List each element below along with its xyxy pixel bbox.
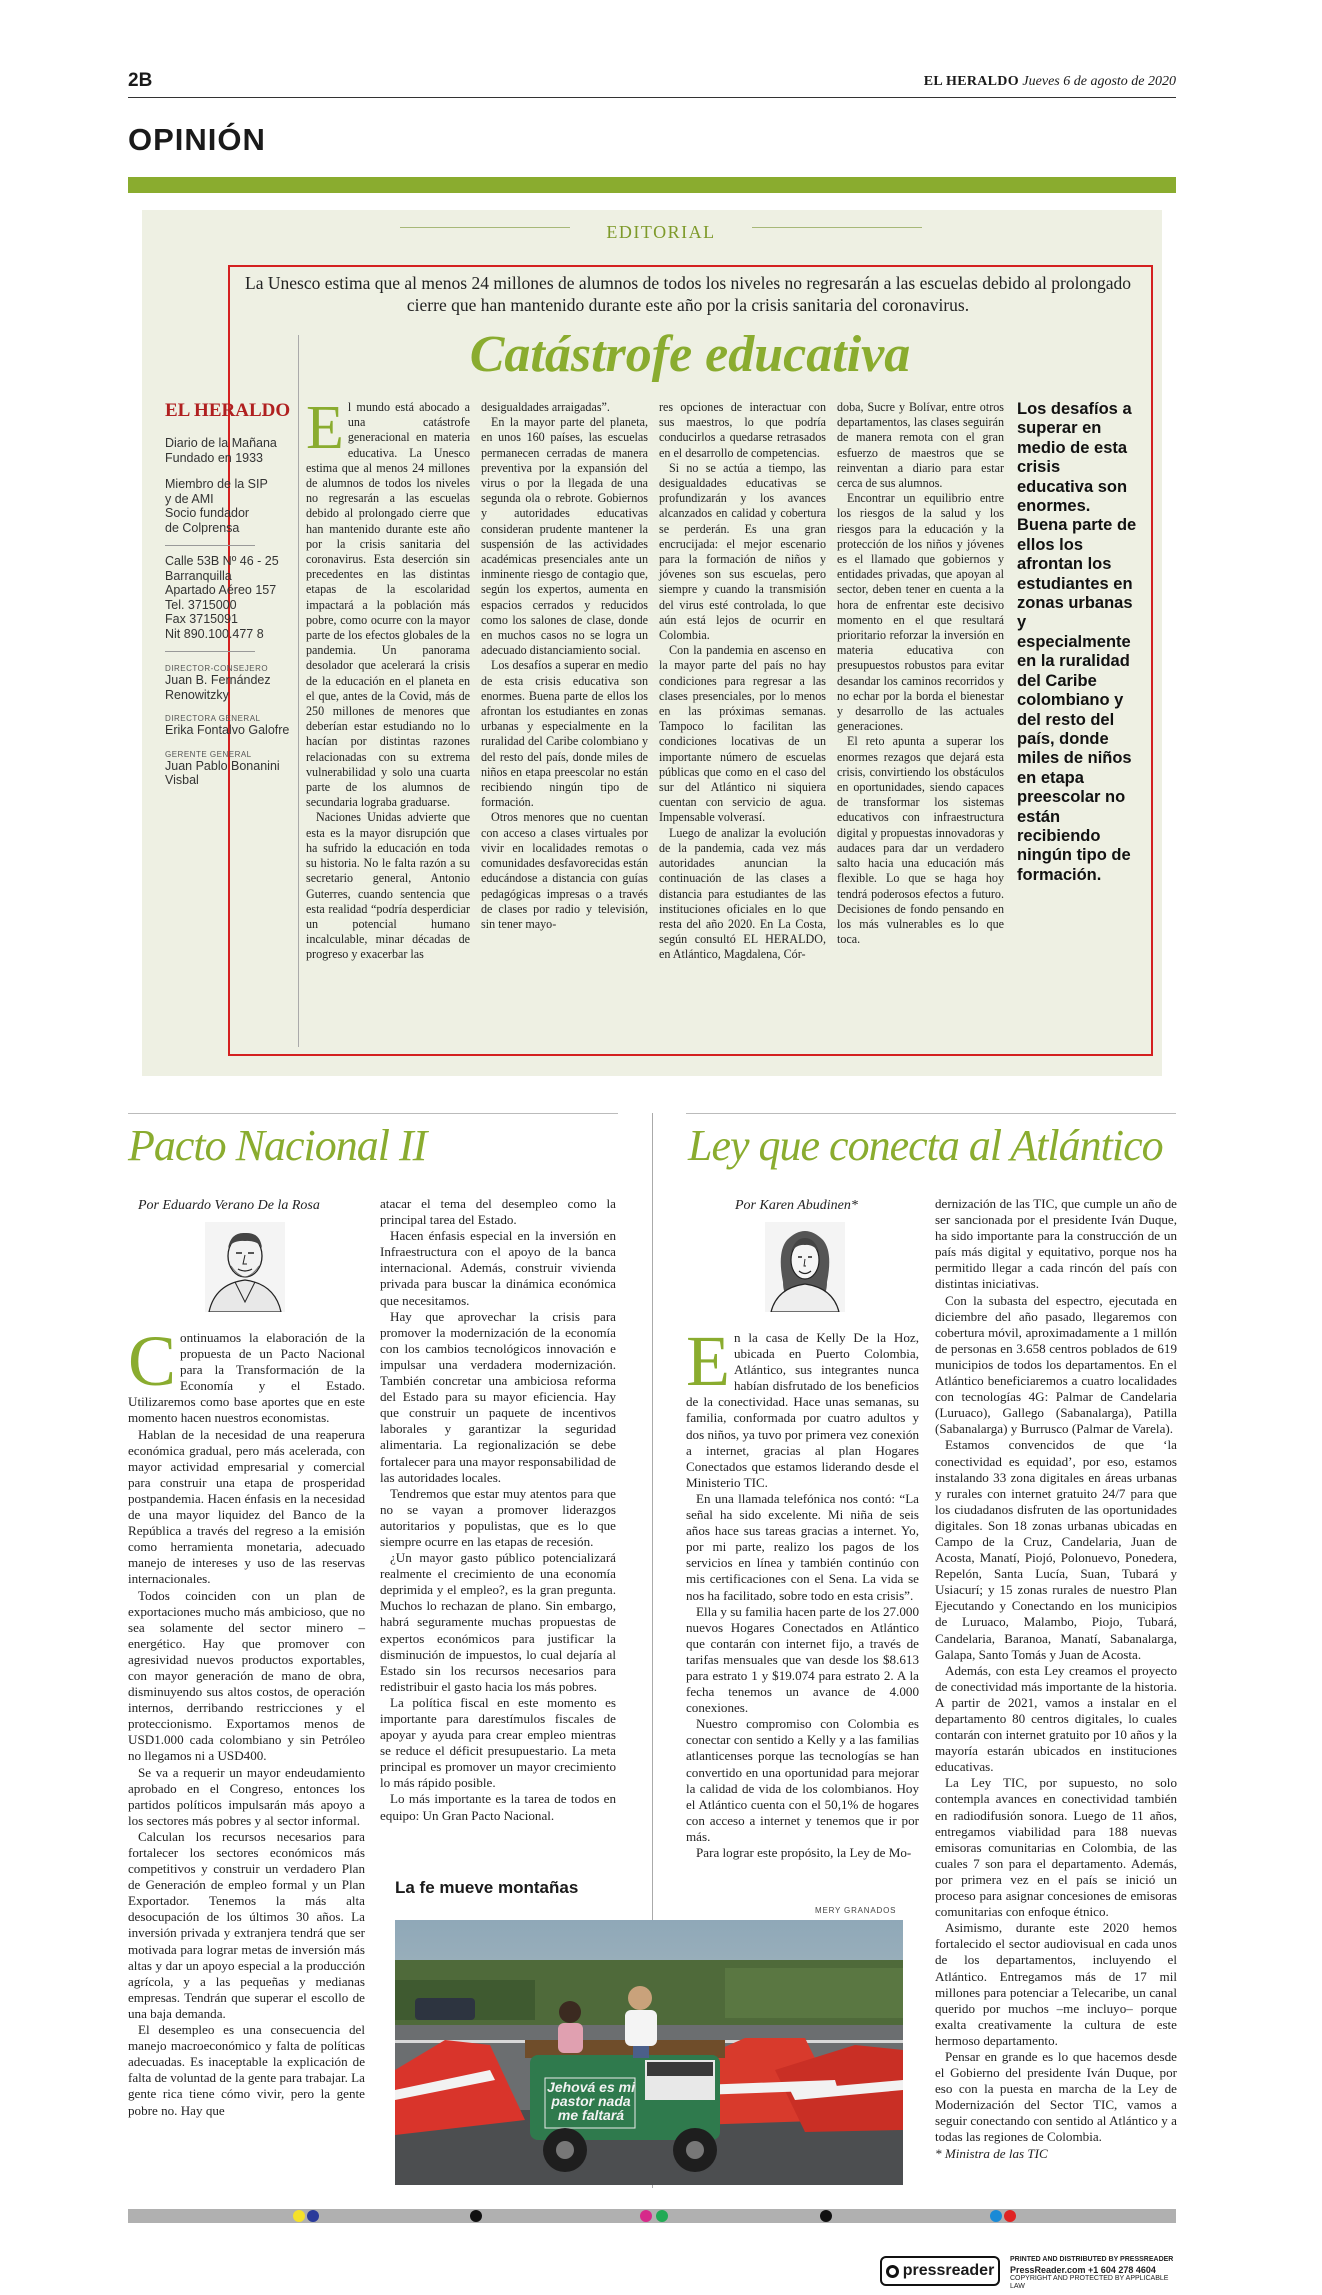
pressreader-notice bbox=[1010, 2256, 1176, 2292]
masthead-line: Calle 53B Nº 46 - 25 bbox=[165, 554, 279, 568]
paragraph: Encontrar un equilibrio entre los riesgos de la salud y los riesgos para la educación y la protección de los niños y jóvenes es el llamado que gobiernos y entidades privadas, que apoyan al sector, deben tener en cuenta a la hora de enfrentar este decisivo momento en el que resultará prioritario reforzar la inversión en materia educativa con presupuestos robustos para evitar desandar los caminos recorridos y no echar por la borda el bienestar y desarrollo de las actuales generaciones. bbox=[837, 491, 1004, 734]
paragraph: dernización de las TIC, que cumple un año de ser sancionada por el presidente Iván Duque, ha sido importante para la construcción de un país más digital y equitativo, porque nos ha permitido llegar a cada rincón del país con distintas iniciativas. bbox=[935, 1196, 1177, 1292]
editorial-title: Catástrofe educativa bbox=[469, 326, 911, 383]
paragraph-text: l mundo está abocado a una catástrofe generacional en materia educativa. La Unesco estima que al menos 24 millones de alumnos de todos los niveles no regresarán a las escuelas debido al prolongado cierre que han mantenido durante este año por la crisis sanitaria del coronavirus. Esta deserción sin precedentes en las distintas etapas de la escolaridad impactará a la población más pobre, como ocurre con la mayor parte de los efectos globales de la pandemia. Un panorama desolador que acelerará la crisis de la educación en el planeta en el que, antes de la Covid, más de 250 millones de menores que deberían estar estudiando no lo hacían por distintas razones relacionadas con su extrema vulnerabilidad y solo una cuarta parte de los alumnos de secundaria lograba graduarse. bbox=[306, 400, 470, 810]
paragraph: Luego de analizar la evolución de la pandemia, cada vez más autoridades anuncian la continuación de las clases a distancia para estudiantes de las instituciones oficiales en lo que resta del año 2020. En La Costa, según consultó EL HERALDO, en Atlántico, Magdalena, Cór- bbox=[659, 825, 826, 962]
masthead-line: Miembro de la SIP bbox=[165, 477, 268, 491]
registration-dot bbox=[1004, 2210, 1016, 2222]
paragraph: Para lograr este propósito, la Ley de Mo- bbox=[696, 1845, 912, 1860]
masthead-line: Apartado Aéreo 157 bbox=[165, 583, 277, 597]
paragraph: Además, con esta Ley creamos el proyecto de conectividad más importante de la historia. A partir de 2021, vamos a instalar en el departamento 80 centros digitales, lo cuales contarán con internet gratuito por 10 años y la mayoría estarán ubicados en instituciones educativas. bbox=[935, 1662, 1177, 1775]
editorial-lead: La Unesco estima que al menos 24 millones de alumnos de todos los niveles no regresarán a las escuelas debido al prolongado cierre que han mantenido durante este año por la crisis sanitaria del coronavirus. bbox=[245, 273, 1131, 315]
paragraph: La Ley TIC, por supuesto, no solo contempla avances en conectividad también en radiodifusión sonora. Luego de 11 años, entregamos viabilidad para 188 nuevas emisoras comunitarias en Colombia, de las cuales 7 son para el departamento. Además, por primera vez en el país se inició un proceso para asignar concesiones de emisoras comunitarias con enfoque étnico. bbox=[935, 1775, 1177, 1920]
paragraph: El desempleo es una consecuencia del manejo macroeconómico y falta de políticas adecuadas. Es inaceptable la explicación de falta de voluntad de la gente para trabajar. La gente rica tiene cómo vivir, pero la gente pobre no. Hay que bbox=[128, 2022, 365, 2118]
registration-dot bbox=[470, 2210, 482, 2222]
cart-sign: Jehová es mi pastor nada me faltará bbox=[547, 2079, 635, 2123]
masthead-line: Fax 3715091 bbox=[165, 612, 238, 626]
paragraph: Asimismo, durante este 2020 hemos fortalecido el sector audiovisual en cada unos de los departamentos, incluyendo el Atlántico. Entregamos más de 17 mil millones para potenciar a Telecaribe, un canal querido por muchos –me incluyo– porque exalta creativamente la cultura de este hermoso departamento. bbox=[935, 1920, 1177, 2048]
editorial-column-3 bbox=[659, 400, 826, 963]
masthead-line: Socio fundador bbox=[165, 506, 250, 520]
column-right-text-2 bbox=[935, 1196, 1177, 2162]
section-title: OPINIÓN bbox=[128, 122, 266, 157]
masthead bbox=[165, 400, 293, 788]
director-label: DIRECTOR-CONSEJERO bbox=[165, 664, 269, 673]
paragraph: Con la subasta del espectro, ejecutada en diciembre del año pasado, llegaremos con cobertura móvil, aproximadamente a 1 millón de personas en 3.658 centros poblados de 619 municipios de todos los departamentos. En el Atlántico beneficiaremos a cuatro localidades con tecnologías 4G: Palmar de Candelaria (Luruaco), Gallego (Sabanalarga), Patilla (Sabanalarga) y Burrusco (Palmar de Varela). bbox=[935, 1292, 1177, 1437]
paragraph: Otros menores que no cuentan con acceso a clases virtuales por vivir en localidades remotas o comunidades desfavorecidas están educándose a distancia con guías pedagógicas impresas o a través de clases por radio y televisión, sin tener mayo- bbox=[481, 810, 648, 931]
masthead-line: Fundado en 1933 bbox=[165, 450, 264, 465]
pressreader-logo[interactable] bbox=[880, 2256, 1000, 2286]
top-rule-left bbox=[128, 1113, 618, 1114]
paragraph: Ella y su familia hacen parte de los 27.000 nuevos Hogares Conectados en Atlántico que contarán con internet fijo, a través de tarifas mensuales que van desde los $8.613 para estrato 1 y $19.074 para estrato 2. A la fecha tenemos un avance de 4.000 conexiones. bbox=[686, 1603, 919, 1716]
column-left-text-2 bbox=[380, 1196, 616, 1824]
page-number: 2B bbox=[128, 70, 153, 91]
pressreader-icon bbox=[886, 2265, 899, 2278]
paragraph: desigualdades arraigadas”. bbox=[481, 400, 610, 414]
photo-illustration bbox=[395, 1920, 903, 2185]
column-left-byline: Por Eduardo Verano De la Rosa bbox=[138, 1198, 320, 1213]
notice-line: PRINTED AND DISTRIBUTED BY PRESSREADER bbox=[1010, 2256, 1174, 2263]
drop-cap: E bbox=[686, 1321, 730, 1401]
header-rule bbox=[128, 97, 1176, 98]
column-right-text-1 bbox=[686, 1321, 919, 1861]
section-bar bbox=[128, 177, 1176, 193]
paragraph: doba, Sucre y Bolívar, entre otros departamentos, las clases seguirán de manera remota con el gran esfuerzo de maestros que se reinventan a diario para estar cerca de sus alumnos. bbox=[837, 400, 1004, 491]
news-photo bbox=[395, 1920, 903, 2185]
notice-line: COPYRIGHT AND PROTECTED BY APPLICABLE LAW bbox=[1010, 2274, 1169, 2290]
masthead-line: Barranquilla bbox=[165, 568, 232, 583]
pull-quote: Los desafíos a superar en medio de esta crisis educativa son enormes. Buena parte de ellos los afrontan los estudiantes en zonas urbanas y especialmente en la ruralidad del Caribe colombiano y del resto del país, donde miles de niños en etapa preescolar no están recibiendo ningún tipo de formación. bbox=[1017, 400, 1137, 884]
column-left-text-1 bbox=[128, 1321, 365, 2119]
paragraph: En la mayor parte del planeta, en unos 160 países, las escuelas permanecen cerradas de manera preventiva por la expansión del virus o por la llegada de una segunda ola o rebrote. Gobiernos y autoridades educativas consideran prudente mantener la suspensión de las actividades académicas presenciales ante un inminente riesgo de contagio que, según los expertos, aumenta en espacios cerrados y reducidos como los salones de clase, donde en muchos casos no se logra un adecuado distanciamiento social. bbox=[481, 415, 648, 658]
paragraph bbox=[128, 1321, 365, 1427]
paragraph: El reto apunta a superar los enormes rezagos que dejará esta crisis, convirtiendo los obstáculos en oportunidades, siendo capaces de transformar los sistemas educativos con infraestructura digital y propuestas innovadoras y audaces para dar un verdadero salto hacia una educación más flexible. Lo que se haga hoy tendrá poderosos efectos a futuro. Decisiones de fondo pensando en los más vulnerables es lo que toca. bbox=[837, 734, 1004, 947]
registration-dot bbox=[307, 2210, 319, 2222]
registration-dot bbox=[293, 2210, 305, 2222]
paragraph: Lo más importante es la tarea de todos en equipo: Un Gran Pacto Nacional. bbox=[380, 1791, 616, 1823]
paragraph: Hay que aprovechar la crisis para promover la modernización de la economía con los cambios tecnológicos innovación e impulsar una verdadera modernización. También concretar una ambiciosa reforma del Estado para su mayor eficiencia. Hay que construir un paquete de incentivos laborales y garantizar la seguridad alimentaria. La regionalización se debe fortalecer para una mayor responsabilidad de las autoridades locales. bbox=[380, 1308, 616, 1485]
masthead-line: y de AMI bbox=[165, 491, 214, 506]
author-portrait-abudinen bbox=[765, 1222, 845, 1312]
column-left-title: Pacto Nacional II bbox=[128, 1121, 427, 1170]
manager-name: Erika Fontalvo Galofre bbox=[165, 723, 290, 737]
masthead-divider bbox=[165, 545, 255, 546]
paragraph: Calculan los recursos necesarios para fortalecer los sectores económicos más competitivos y construir un verdadero Plan de Generación de empleo formal y un Plan Exportador. Tenemos la más alta desocupación de los últimos 30 años. La inversión privada y extranjera tendrá que ser motivada para lograr metas de inversión más altas y dar un apoyo especial a la producción agrícola, y a las pequeñas y medianas empresas. Tendrán que superar el escollo de una baja demanda. bbox=[128, 1828, 365, 2021]
footnote: * Ministra de las TIC bbox=[935, 2145, 1048, 2161]
issue-date: Jueves 6 de agosto de 2020 bbox=[1022, 74, 1176, 89]
masthead-brand: EL HERALDO bbox=[165, 400, 291, 421]
masthead-line: Diario de la Mañana bbox=[165, 436, 277, 450]
paragraph: Hacen énfasis especial en la inversión en Infraestructura con el apoyo de la banca internacional. Además, construir vivienda privada para buscar la dinámica económica que necesitamos. bbox=[380, 1228, 616, 1308]
editorial-column-2 bbox=[481, 400, 648, 932]
notice-line: PressReader.com +1 604 278 4604 bbox=[1010, 2264, 1156, 2275]
paragraph: Pensar en grande es lo que hacemos desde el Gobierno del presidente Iván Duque, por eso con la puesta en marcha de la Ley de Modernización del Sector TIC, vamos a seguir conectando con sentido al Atlántico y a todas las regiones de Colombia. bbox=[935, 2048, 1177, 2145]
editorial-label: EDITORIAL bbox=[606, 222, 716, 242]
paragraph: La política fiscal en este momento es importante para darestímulos fiscales de apoyar y ayuda para crear empleo mientras se reduce el déficit presupuestario. La meta principal es promover un mayor crecimiento lo más rápido posible. bbox=[380, 1694, 616, 1791]
drop-cap: C bbox=[128, 1321, 177, 1401]
paragraph: ¿Un mayor gasto público potencializará realmente el crecimiento de una economía deprimida y el empleo?, es la gran pregunta. Muchos lo rechazan de plano. Sin embargo, habrá seguramente muchas propuestas de expertos económicos para justificar la disminución de impuestos, lo cual dejaría al Estado sin los recursos necesarios para redistribuir el gasto hacia los más pobres. bbox=[380, 1550, 616, 1694]
paragraph: Si no se actúa a tiempo, las desigualdades educativas se profundizarán y los avances alcanzados en calidad y cobertura se perderán. Es una gran encrucijada: el mejor escenario para la formación de niños y jóvenes son sus escuelas, pero siempre y cuando la transmisión del virus esté controlada, lo que aún está lejos de ocurrir en Colombia. bbox=[659, 460, 826, 643]
paragraph: Hablan de la necesidad de una reaperura económica gradual, pero más acelerada, con mayor actividad empresarial y comercial para construir una etapa de prosperidad postpandemia. Hacen énfasis en la necesidad de una mayor liquidez del Banco de la República a través del regreso a la emisión como herramienta monetaria, adecuado manejo de intereses y uso de las reservas internacionales. bbox=[128, 1426, 365, 1587]
footer-color-bar bbox=[128, 2209, 1176, 2223]
paragraph: Con la pandemia en ascenso en la mayor parte del país no hay condiciones para regresar a las clases presenciales, por lo menos en las próximas semanas. Tampoco lo facilitan las condiciones locativas de un importante número de escuelas públicas que como en el caso del sur del Atlántico ni siquiera cuentan con servicio de agua. Impensable volverasí. bbox=[659, 643, 826, 825]
paragraph: atacar el tema del desempleo como la principal tarea del Estado. bbox=[380, 1196, 616, 1228]
paragraph: En una llamada telefónica nos contó: “La señal ha sido excelente. Mi niña de seis años hace sus tareas gracias a internet. Yo, por mi parte, realizo los pagos de los servicios en línea y también continúo con mis certificaciones con el Sena. La vida se nos ha facilitado, sobre todo en esta crisis”. bbox=[686, 1490, 919, 1603]
paragraph: Estamos convencidos de que ‘la conectividad es equidad’, por eso, estamos instalando 33 zona digitales en áreas urbanas y rurales con internet gratuito 24/7 para que los ciudadanos disfruten de las oportunidades digitales. Son 18 zonas urbanas ubicadas en Campo de la Cruz, Candelaria, Juan de Acosta, Manatí, Piojó, Polonuevo, Ponedera, Repelón, Santa Lucía, Suan, Tubará y Usiacurí; y 15 zonas rurales de nuestro Plan Ejecutando y Conectando en los municipios de Luruaco, Malambo, Piojo, Tubará, Candelaria, Baranoa, Manatí, Sabanalarga, Galapa, Santo Tomás y Juan de Acosta. bbox=[935, 1437, 1177, 1662]
paragraph-text: n la casa de Kelly De la Hoz, ubicada en Puerto Colombia, Atlántico, sus integrantes nunca habían disfrutado de los beneficios de la conectividad. Hace unas semanas, su familia, conformada por cuatro adultos y dos niños, ya tuvo por primera vez conexión a internet, gracias al plan Hogares Conectados que estamos liderando desde el Ministerio TIC. bbox=[686, 1330, 919, 1490]
director-name: Juan B. Fernández Renowitzky bbox=[165, 673, 271, 702]
photo-title: La fe mueve montañas bbox=[395, 1878, 579, 1897]
page-header-info bbox=[924, 74, 1176, 90]
masthead-line: de Colprensa bbox=[165, 520, 240, 535]
registration-dot bbox=[640, 2210, 652, 2222]
newspaper-name: EL HERALDO bbox=[923, 74, 1019, 89]
paragraph bbox=[306, 394, 470, 810]
masthead-divider bbox=[165, 651, 255, 652]
drop-cap: E bbox=[306, 394, 344, 462]
editor-label: GERENTE GENERAL bbox=[165, 749, 252, 759]
photo-credit: MERY GRANADOS bbox=[815, 1906, 897, 1915]
column-right-byline: Por Karen Abudinen* bbox=[735, 1198, 858, 1213]
masthead-line: Nit 890.100.477 8 bbox=[165, 626, 264, 641]
paragraph: Todos coinciden con un plan de exportaciones mucho más ambicioso, que no sea solamente del sector minero – energético. Hay que promover con agresividad nuevos productos exportables, con mayor generación de mano de obra, disminuyendo sus altos costos, de operación internos, derribando restricciones y el proteccionismo. Exportamos menos de USD1.000 cada colombiano y sin Petróleo no llegamos ni a USD400. bbox=[128, 1587, 365, 1764]
paragraph bbox=[686, 1321, 919, 1491]
author-portrait-verano bbox=[205, 1222, 285, 1312]
paragraph: Nuestro compromiso con Colombia es conectar con sentido a Kelly y a las familias atlanticenses porque las tecnologías se han convertido en una oportunidad para mejorar la calidad de vida de los colombianos. Hoy el Atlántico cuenta con el 50,1% de hogares con acceso a internet y tenemos que ir por más. bbox=[686, 1716, 919, 1844]
masthead-line: Tel. 3715000 bbox=[165, 597, 237, 612]
paragraph: Se va a requerir un mayor endeudamiento aprobado en el Congreso, entonces los partidos políticos impulsarán más apoyo a los sectores más pobres y al sector informal. bbox=[128, 1764, 365, 1828]
registration-dot bbox=[656, 2210, 668, 2222]
editorial-column-1 bbox=[306, 394, 470, 963]
registration-dot bbox=[820, 2210, 832, 2222]
manager-label: DIRECTORA GENERAL bbox=[165, 714, 261, 723]
paragraph: Los desafíos a superar en medio de esta crisis educativa son enormes. Buena parte de ellos los afrontan los estudiantes en zonas urbanas y especialmente en la ruralidad del Caribe colombiano y del resto del país, donde miles de niños en etapa preescolar no están recibiendo ningún tipo de formación. bbox=[481, 658, 648, 810]
top-rule-right bbox=[686, 1113, 1176, 1114]
column-divider bbox=[298, 335, 299, 1047]
column-right-title: Ley que conecta al Atlántico bbox=[688, 1121, 1163, 1170]
paragraph-text: ontinuamos la elaboración de la propuesta de un Pacto Nacional para la Transformación de la Economía y el Estado. Utilizaremos como base aportes que en este momento hacen nuestros economistas. bbox=[128, 1330, 365, 1426]
paragraph: Naciones Unidas advierte que esta es la mayor disrupción que ha sufrido la educación en toda su historia. No le falta razón a su secretario general, Antonio Guterres, cuando sentencia que esta realidad “podría desperdiciar un potencial humano incalculable, minar décadas de progreso y exacerbar las bbox=[306, 810, 470, 962]
editor-name: Juan Pablo Bonanini Visbal bbox=[165, 758, 280, 787]
paragraph: Tendremos que estar muy atentos para que no se vayan a promover liderazgos autoritarios y populistas, que es lo que siempre ocurre en las etapas de recesión. bbox=[380, 1485, 616, 1549]
paragraph: res opciones de interactuar con sus maestros, lo que podría conducirlos a quedarse retrasados en el desarrollo de competencias. bbox=[659, 400, 826, 460]
registration-dot bbox=[990, 2210, 1002, 2222]
pressreader-brand: pressreader bbox=[902, 2262, 995, 2279]
editorial-column-4 bbox=[837, 400, 1004, 947]
